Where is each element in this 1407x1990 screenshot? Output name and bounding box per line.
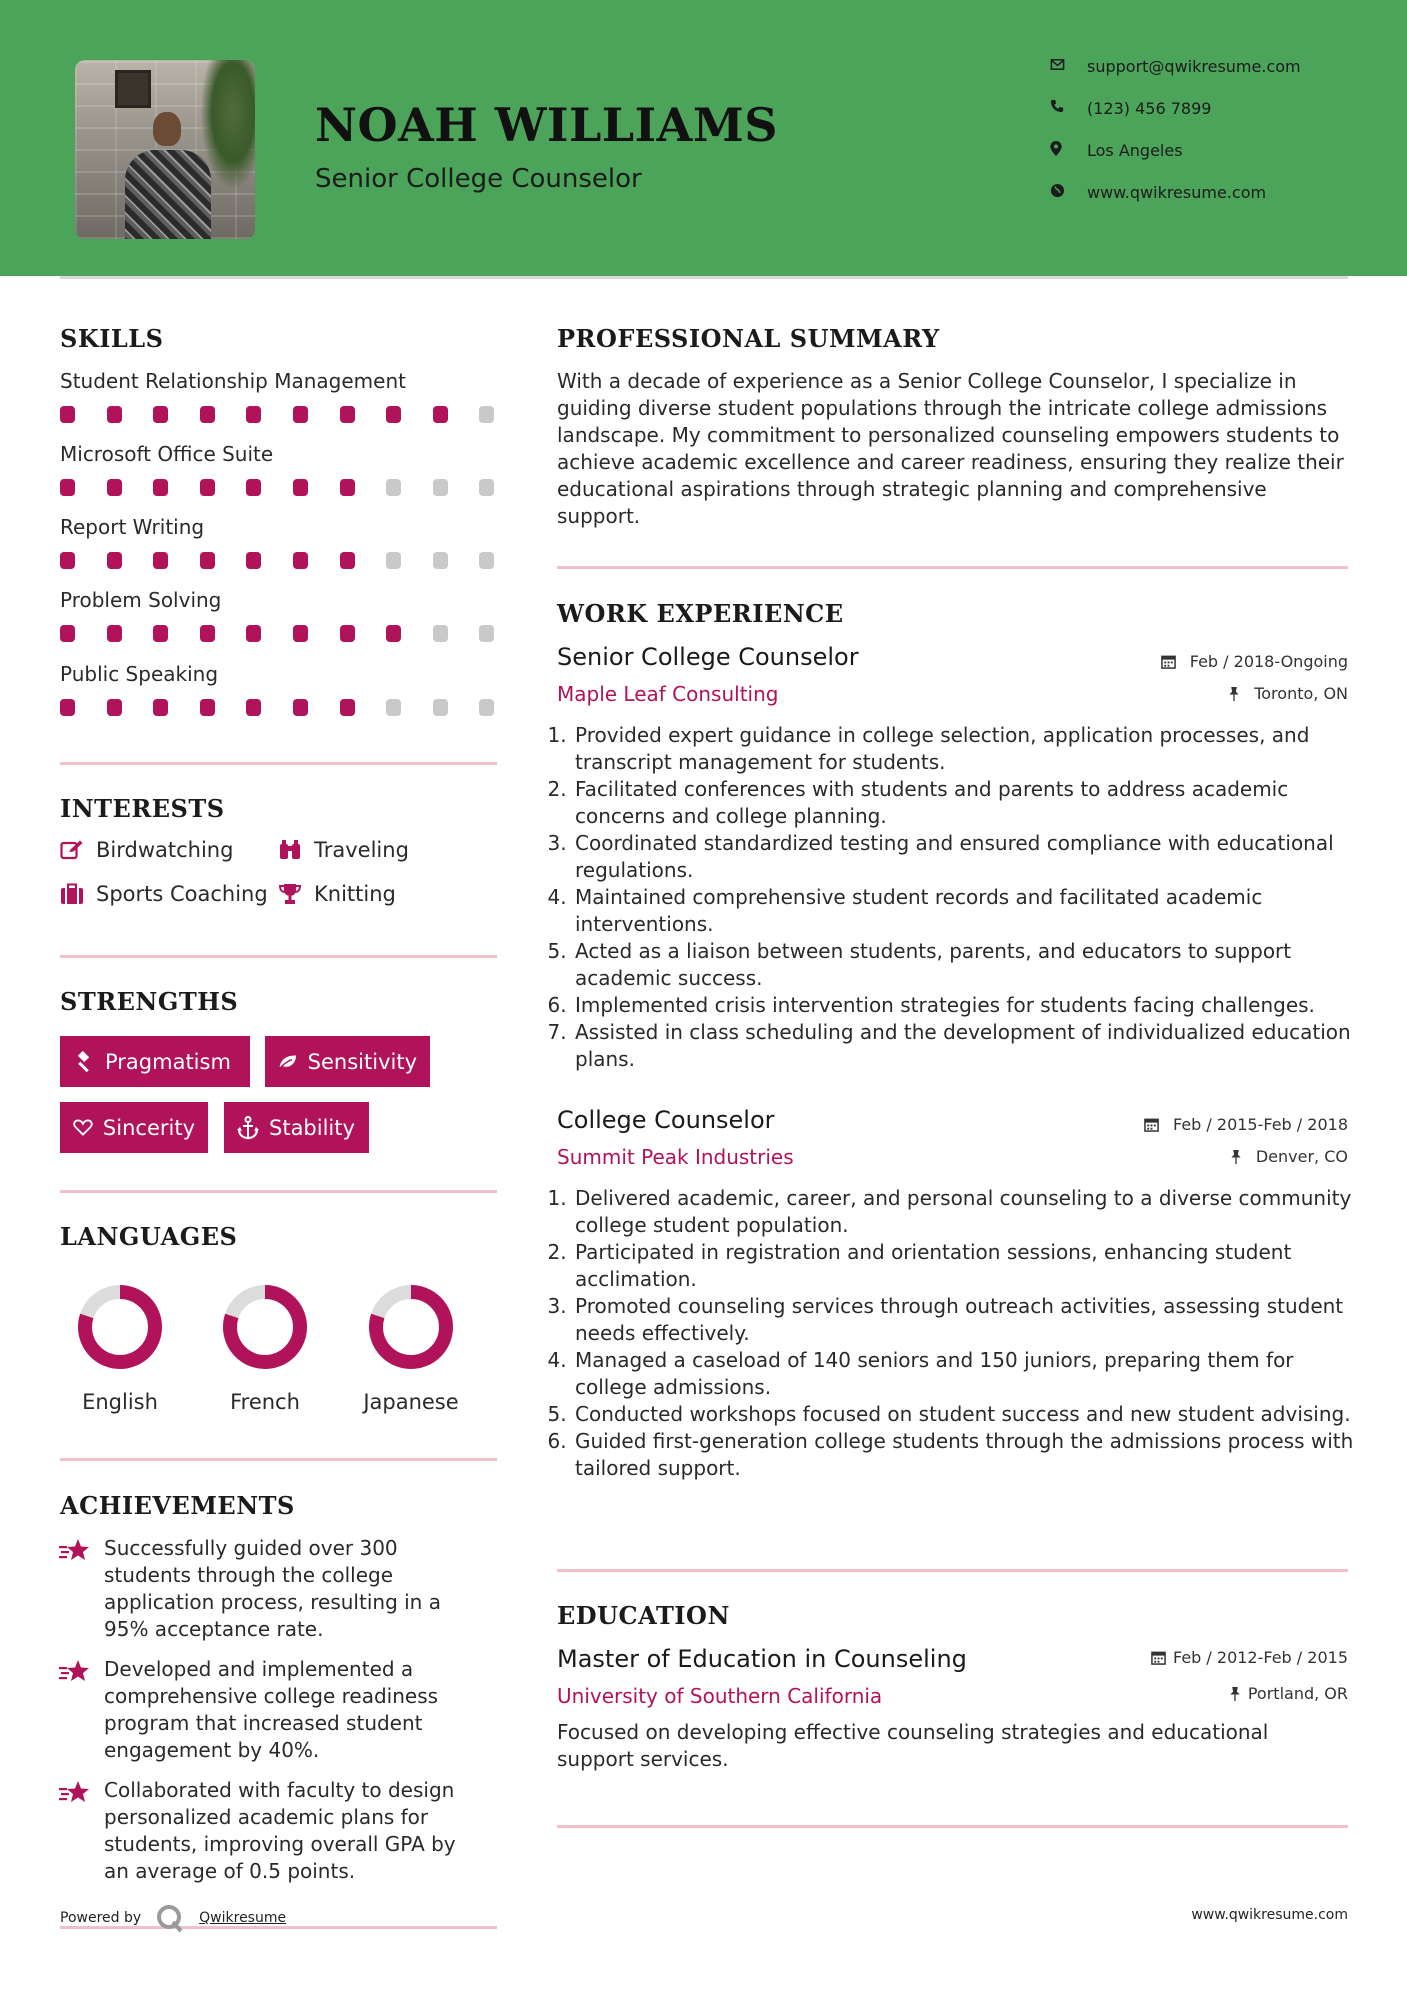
- globe-icon: [1050, 183, 1087, 198]
- contact-email[interactable]: [1050, 57, 1301, 99]
- candidate-role: Senior College Counselor: [315, 164, 642, 194]
- summary-text: With a decade of experience as a Senior College Counselor, I specialize in guiding diverse student populations through the intricate college admissions landscape. My commitment to personalized counseling empowers students to achieve academic excellence and career readiness, ensuring they realize their educational aspirations through strategic planning and comprehensive support.: [557, 369, 1344, 528]
- rating-dot-filled: [246, 479, 261, 496]
- skill-label: Public Speaking: [60, 662, 219, 686]
- leaf-icon: [278, 1052, 298, 1072]
- rating-dot-filled: [340, 552, 355, 569]
- rating-dot-filled: [60, 479, 75, 496]
- section-divider: [60, 762, 497, 765]
- job-dates: Feb / 2015-Feb / 2018: [1144, 1115, 1348, 1134]
- rating-dot-filled: [386, 406, 401, 423]
- achievements-heading: ACHIEVEMENTS: [60, 1491, 295, 1520]
- rating-dot-empty: [479, 479, 494, 496]
- rating-dot-filled: [200, 625, 215, 642]
- powered-by: Powered by Qwikresume: [60, 1903, 286, 1933]
- rating-dot-empty: [386, 699, 401, 716]
- rating-dot-filled: [293, 552, 308, 569]
- edit-icon: [60, 839, 84, 861]
- rating-dot-empty: [479, 552, 494, 569]
- language-item: [200, 1282, 330, 1414]
- job-bullet: 2. Facilitated conferences with students and parents to address academic concerns and college planning.: [573, 776, 1368, 830]
- education-text: Focused on developing effective counseling strategies and educational support services.: [557, 1720, 1269, 1771]
- rating-dot-empty: [479, 625, 494, 642]
- calendar-icon: [1161, 654, 1183, 669]
- language-label: Japanese: [363, 1390, 459, 1414]
- rating-dot-filled: [153, 406, 168, 423]
- star-icon: [58, 1538, 92, 1566]
- job-title: College Counselor: [557, 1106, 775, 1134]
- rating-dot-empty: [433, 625, 448, 642]
- skill-label: Problem Solving: [60, 588, 222, 612]
- job-company: Maple Leaf Consulting: [557, 682, 779, 706]
- rating-dot-filled: [60, 625, 75, 642]
- job-bullet: 3. Coordinated standardized testing and ensured compliance with educational regulations.: [573, 830, 1368, 884]
- rating-dot-filled: [107, 699, 122, 716]
- qwikresume-logo-icon: [155, 1903, 185, 1933]
- rating-dot-filled: [246, 552, 261, 569]
- contact-location: [1050, 141, 1301, 183]
- briefcase-icon: [60, 883, 84, 905]
- job-bullet: 4. Maintained comprehensive student records and facilitated academic interventions.: [573, 884, 1368, 938]
- rating-dot-filled: [246, 699, 261, 716]
- interest-birdwatching: Birdwatching: [60, 838, 233, 862]
- rating-dot-filled: [153, 552, 168, 569]
- contact-website[interactable]: [1050, 183, 1301, 225]
- contact-phone[interactable]: [1050, 99, 1301, 141]
- phone-text: (123) 456 7899: [1087, 99, 1212, 118]
- rating-dot-filled: [340, 699, 355, 716]
- rating-dot-filled: [246, 625, 261, 642]
- rating-dot-empty: [433, 699, 448, 716]
- rating-dot-filled: [386, 625, 401, 642]
- pushpin-icon: [1228, 686, 1247, 701]
- education-location: Portland, OR: [1229, 1684, 1348, 1703]
- rating-dot-filled: [340, 406, 355, 423]
- rating-dot-filled: [60, 552, 75, 569]
- star-icon: [58, 1780, 92, 1808]
- website-text: www.qwikresume.com: [1087, 183, 1267, 202]
- skill-rating: [60, 406, 526, 423]
- rating-dot-filled: [200, 406, 215, 423]
- skill-rating: [60, 552, 526, 569]
- rating-dot-filled: [293, 406, 308, 423]
- rating-dot-filled: [153, 699, 168, 716]
- job-bullet: 6. Implemented crisis intervention strategies for students facing challenges.: [573, 992, 1368, 1019]
- candidate-name: NOAH WILLIAMS: [315, 98, 778, 152]
- job-location: Toronto, ON: [1228, 684, 1348, 703]
- job-title: Senior College Counselor: [557, 643, 859, 671]
- profile-photo: [75, 60, 255, 239]
- skill-rating: [60, 699, 526, 716]
- header-banner: [0, 0, 1407, 276]
- rating-dot-empty: [386, 479, 401, 496]
- rating-dot-empty: [386, 552, 401, 569]
- interests-heading: INTERESTS: [60, 794, 225, 823]
- language-item: [55, 1282, 185, 1414]
- rating-dot-empty: [479, 699, 494, 716]
- strength-sensitivity: Sensitivity: [265, 1036, 430, 1087]
- job-bullet: 5. Conducted workshops focused on student success and new student advising.: [573, 1401, 1368, 1428]
- rating-dot-filled: [153, 625, 168, 642]
- star-icon: [58, 1659, 92, 1687]
- rating-dot-filled: [433, 406, 448, 423]
- section-divider: [557, 566, 1348, 569]
- section-divider: [60, 1458, 497, 1461]
- skill-rating: [60, 479, 526, 496]
- job-bullet: 3. Promoted counseling services through outreach activities, assessing student needs effectively.: [573, 1293, 1368, 1347]
- rating-dot-filled: [246, 406, 261, 423]
- gavel-icon: [73, 1051, 95, 1073]
- job-bullet: 6. Guided first-generation college students through the admissions process with tailored support.: [573, 1428, 1368, 1482]
- rating-dot-filled: [293, 625, 308, 642]
- interest-traveling: Traveling: [278, 838, 409, 862]
- pushpin-icon: [1230, 1149, 1249, 1164]
- skill-label: Report Writing: [60, 515, 205, 539]
- map-pin-icon: [1050, 141, 1087, 156]
- location-text: Los Angeles: [1087, 141, 1183, 160]
- interest-knitting: Knitting: [278, 882, 396, 906]
- rating-dot-empty: [479, 406, 494, 423]
- summary-heading: PROFESSIONAL SUMMARY: [557, 324, 940, 353]
- rating-dot-empty: [433, 552, 448, 569]
- job-bullet: 5. Acted as a liaison between students, parents, and educators to support academic success.: [573, 938, 1368, 992]
- strength-sincerity: Sincerity: [60, 1102, 208, 1153]
- section-divider: [557, 1569, 1348, 1572]
- calendar-icon: [1151, 1650, 1166, 1665]
- skill-label: Microsoft Office Suite: [60, 442, 274, 466]
- achievement-text: Collaborated with faculty to design personalized academic plans for students, improving overall GPA by an average of 0.5 points.: [104, 1778, 456, 1883]
- rating-dot-filled: [107, 625, 122, 642]
- job-bullets: [553, 1185, 1368, 1482]
- section-divider: [557, 1825, 1348, 1828]
- job-location: Denver, CO: [1230, 1147, 1348, 1166]
- rating-dot-filled: [107, 479, 122, 496]
- rating-dot-filled: [60, 699, 75, 716]
- skills-heading: SKILLS: [60, 324, 164, 353]
- job-bullet: 1. Provided expert guidance in college selection, application processes, and transcript management for students.: [573, 722, 1368, 776]
- job-bullet: 2. Participated in registration and orientation sessions, enhancing student acclimation.: [573, 1239, 1368, 1293]
- section-divider: [60, 1190, 497, 1193]
- section-divider: [60, 955, 497, 958]
- skill-label: Student Relationship Management: [60, 369, 406, 393]
- language-label: French: [230, 1390, 300, 1414]
- brand-link[interactable]: Qwikresume: [199, 1910, 287, 1926]
- experience-heading: WORK EXPERIENCE: [557, 599, 844, 628]
- contact-list: [1050, 57, 1301, 225]
- strength-pragmatism: Pragmatism: [60, 1036, 250, 1087]
- achievement-text: Developed and implemented a comprehensive college readiness program that increased student engagement by 40%.: [104, 1657, 439, 1762]
- job-bullet: 1. Delivered academic, career, and personal counseling to a diverse community college student population.: [573, 1185, 1368, 1239]
- calendar-icon: [1144, 1117, 1166, 1132]
- email-text: support@qwikresume.com: [1087, 57, 1301, 76]
- job-dates: Feb / 2018-Ongoing: [1161, 652, 1348, 671]
- job-bullets: [553, 722, 1368, 1073]
- strength-stability: Stability: [224, 1102, 369, 1153]
- education-degree: Master of Education in Counseling: [557, 1645, 967, 1673]
- education-dates: Feb / 2012-Feb / 2015: [1151, 1648, 1348, 1667]
- rating-dot-filled: [200, 479, 215, 496]
- trophy-icon: [278, 883, 302, 905]
- language-donut: [366, 1282, 456, 1372]
- rating-dot-empty: [433, 479, 448, 496]
- strengths-heading: STRENGTHS: [60, 987, 239, 1016]
- language-item: [346, 1282, 476, 1414]
- envelope-icon: [1050, 57, 1087, 72]
- job-bullet: 4. Managed a caseload of 140 seniors and 150 juniors, preparing them for college admissions.: [573, 1347, 1368, 1401]
- rating-dot-filled: [200, 552, 215, 569]
- language-donut: [220, 1282, 310, 1372]
- rating-dot-filled: [340, 625, 355, 642]
- header-divider: [60, 276, 1348, 279]
- binoculars-icon: [278, 839, 302, 861]
- rating-dot-filled: [293, 479, 308, 496]
- education-heading: EDUCATION: [557, 1601, 730, 1630]
- languages-heading: LANGUAGES: [60, 1222, 238, 1251]
- achievement-text: Successfully guided over 300 students through the college application process, resulting in a 95% acceptance rate.: [104, 1536, 441, 1641]
- job-company: Summit Peak Industries: [557, 1145, 794, 1169]
- rating-dot-filled: [107, 406, 122, 423]
- language-donut: [75, 1282, 165, 1372]
- heart-icon: [73, 1117, 93, 1138]
- footer-website[interactable]: www.qwikresume.com: [1191, 1907, 1348, 1923]
- rating-dot-filled: [153, 479, 168, 496]
- education-school: University of Southern California: [557, 1684, 883, 1708]
- skill-rating: [60, 625, 526, 642]
- job-bullet: 7. Assisted in class scheduling and the development of individualized education plans.: [573, 1019, 1368, 1073]
- rating-dot-filled: [107, 552, 122, 569]
- interest-sports-coaching: Sports Coaching: [60, 882, 268, 906]
- language-label: English: [82, 1390, 158, 1414]
- rating-dot-filled: [340, 479, 355, 496]
- rating-dot-filled: [200, 699, 215, 716]
- rating-dot-filled: [293, 699, 308, 716]
- phone-icon: [1050, 99, 1087, 113]
- pushpin-icon: [1229, 1686, 1241, 1701]
- anchor-icon: [237, 1116, 259, 1140]
- rating-dot-filled: [60, 406, 75, 423]
